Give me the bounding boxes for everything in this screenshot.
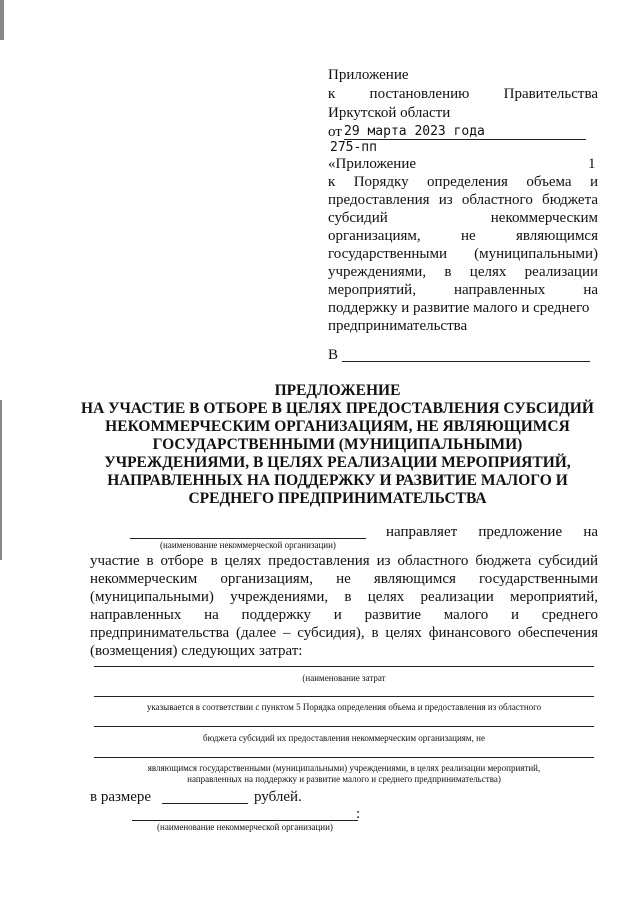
amount-currency: рублей.: [254, 789, 302, 805]
body-line: предпринимательства (далее – субсидия), в целях финансового обеспечения: [90, 625, 598, 641]
annex-resolution: к постановлению Правительства: [328, 86, 598, 102]
body-line: участие в отборе в целях предоставления из областного бюджета субсидий: [90, 553, 598, 569]
fill-caption: указывается в соответствии с пунктом 5 Порядка определения объема и предоставления из областного: [146, 702, 542, 712]
fill-caption: являющимся государственными (муниципальными) учреждениями, в целях реализации мероприятий,: [147, 763, 541, 773]
document-title-line: НАПРАВЛЕННЫХ НА ПОДДЕРЖКУ И РАЗВИТИЕ МАЛОГО И: [107, 472, 568, 489]
body-line: направленных на поддержку и развитие малого и среднего: [90, 607, 598, 623]
inner-annex-line: мероприятий, направленных на: [328, 282, 598, 298]
date-underline: [344, 139, 586, 140]
fill-line: [94, 726, 594, 727]
addressee-line: [342, 361, 590, 362]
fill-line: [94, 696, 594, 697]
body-sends-proposal: направляет предложение на: [386, 524, 598, 540]
final-org-line: [132, 820, 358, 821]
inner-annex-title: «Приложение: [328, 156, 417, 172]
scan-edge-mark: [0, 0, 4, 40]
inner-annex-line: предпринимательства: [328, 318, 468, 334]
inner-annex-line: государственными (муниципальными): [328, 246, 598, 262]
inner-annex-line: организациям, не являющимся: [328, 228, 598, 244]
body-line: (муниципальными) учреждениями, в целях реализации мероприятий,: [90, 589, 598, 605]
document-title-line: НЕКОММЕРЧЕСКИМ ОРГАНИЗАЦИЯМ, НЕ ЯВЛЯЮЩИМСЯ: [105, 418, 570, 435]
resolution-number: 275-пп: [330, 140, 377, 155]
inner-annex-line: поддержку и развитие малого и среднего: [328, 300, 590, 316]
fill-caption: бюджета субсидий их предоставления некоммерческим организациям, не: [203, 733, 485, 743]
final-colon: :: [356, 806, 361, 822]
annex-region: Иркутской области: [328, 105, 451, 121]
document-title: ПРЕДЛОЖЕНИЕ: [274, 382, 401, 399]
fill-line: [94, 757, 594, 758]
inner-annex-line: субсидий некоммерческим: [328, 210, 598, 226]
date-prefix: от: [328, 124, 342, 140]
document-title-line: ГОСУДАРСТВЕННЫМИ (МУНИЦИПАЛЬНЫМИ): [152, 436, 523, 453]
body-line: некоммерческим организациям, не являющимся государственными: [90, 571, 598, 587]
inner-annex-line: учреждениями, в целях реализации: [328, 264, 598, 280]
inner-annex-line: предоставления из областного бюджета: [328, 192, 598, 208]
org-name-caption: (наименование некоммерческой организации): [160, 540, 336, 550]
fill-caption: направленных на поддержку и развитие малого и среднего предпринимательства): [187, 774, 501, 784]
scan-edge-mark: [0, 400, 2, 560]
document-title-line: СРЕДНЕГО ПРЕДПРИНИМАТЕЛЬСТВА: [188, 490, 487, 507]
org-name-line: [130, 538, 366, 539]
amount-prefix: в размере: [90, 789, 152, 805]
document-title-line: НА УЧАСТИЕ В ОТБОРЕ В ЦЕЛЯХ ПРЕДОСТАВЛЕНИЯ СУБСИДИЙ: [81, 400, 594, 417]
final-org-caption: (наименование некоммерческой организации): [157, 822, 333, 832]
inner-annex-line: к Порядку определения объема и: [328, 174, 598, 190]
date-value: 29 марта 2023 года: [344, 124, 485, 139]
annex-title: Приложение: [328, 67, 409, 83]
costs-name-caption: (наименование затрат: [302, 673, 386, 683]
document-title-line: УЧРЕЖДЕНИЯМИ, В ЦЕЛЯХ РЕАЛИЗАЦИИ МЕРОПРИЯТИЙ,: [104, 454, 571, 471]
body-line: (возмещения) следующих затрат:: [90, 643, 303, 659]
addressee-prefix: В: [328, 347, 339, 363]
inner-annex-number: 1: [588, 156, 596, 172]
costs-name-line: [94, 666, 594, 667]
amount-line: [162, 803, 248, 804]
